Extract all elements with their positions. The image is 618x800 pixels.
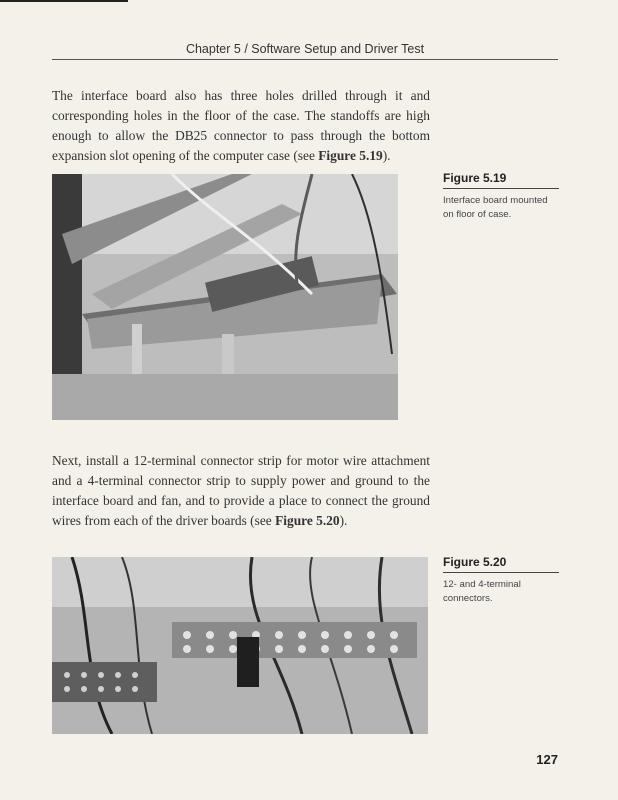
paragraph-2-text: Next, install a 12-terminal connector strip for motor wire attachment and a 4-terminal connector strip to supply power and ground to the interface board and fan, and to provide a place to connect the ground wires from each of the driver boards (see <box>52 453 430 528</box>
scan-edge-mark <box>0 0 128 2</box>
paragraph-1-text: The interface board also has three holes drilled through it and corresponding holes in the floor of the case. The standoffs are high enough to allow the DB25 connector to pass through the bottom expansion slot opening of the computer case (see <box>52 88 430 163</box>
figure-5-20-caption <box>443 555 559 606</box>
running-head: Chapter 5 / Software Setup and Driver Test <box>185 42 425 56</box>
page-number: 127 <box>536 752 558 767</box>
figure-5-19-caption-text: Interface board mounted on floor of case. <box>443 195 548 220</box>
paragraph-2 <box>52 451 430 531</box>
figure-5-19-photo <box>52 174 398 420</box>
figure-5-20-photo <box>52 557 428 734</box>
paragraph-2-tail: ). <box>339 513 348 528</box>
figure-5-20-caption-text: 12- and 4-terminal connectors. <box>443 579 521 604</box>
header-rule <box>52 59 558 60</box>
figure-5-19-label: Figure 5.19 <box>443 171 559 189</box>
paragraph-1 <box>52 86 430 166</box>
figure-5-20-reference: Figure 5.20 <box>275 513 340 528</box>
paragraph-1-tail: ). <box>382 148 391 163</box>
figure-5-20-label: Figure 5.20 <box>443 555 559 573</box>
figure-5-19-caption <box>443 171 559 222</box>
figure-5-19-reference: Figure 5.19 <box>318 148 383 163</box>
